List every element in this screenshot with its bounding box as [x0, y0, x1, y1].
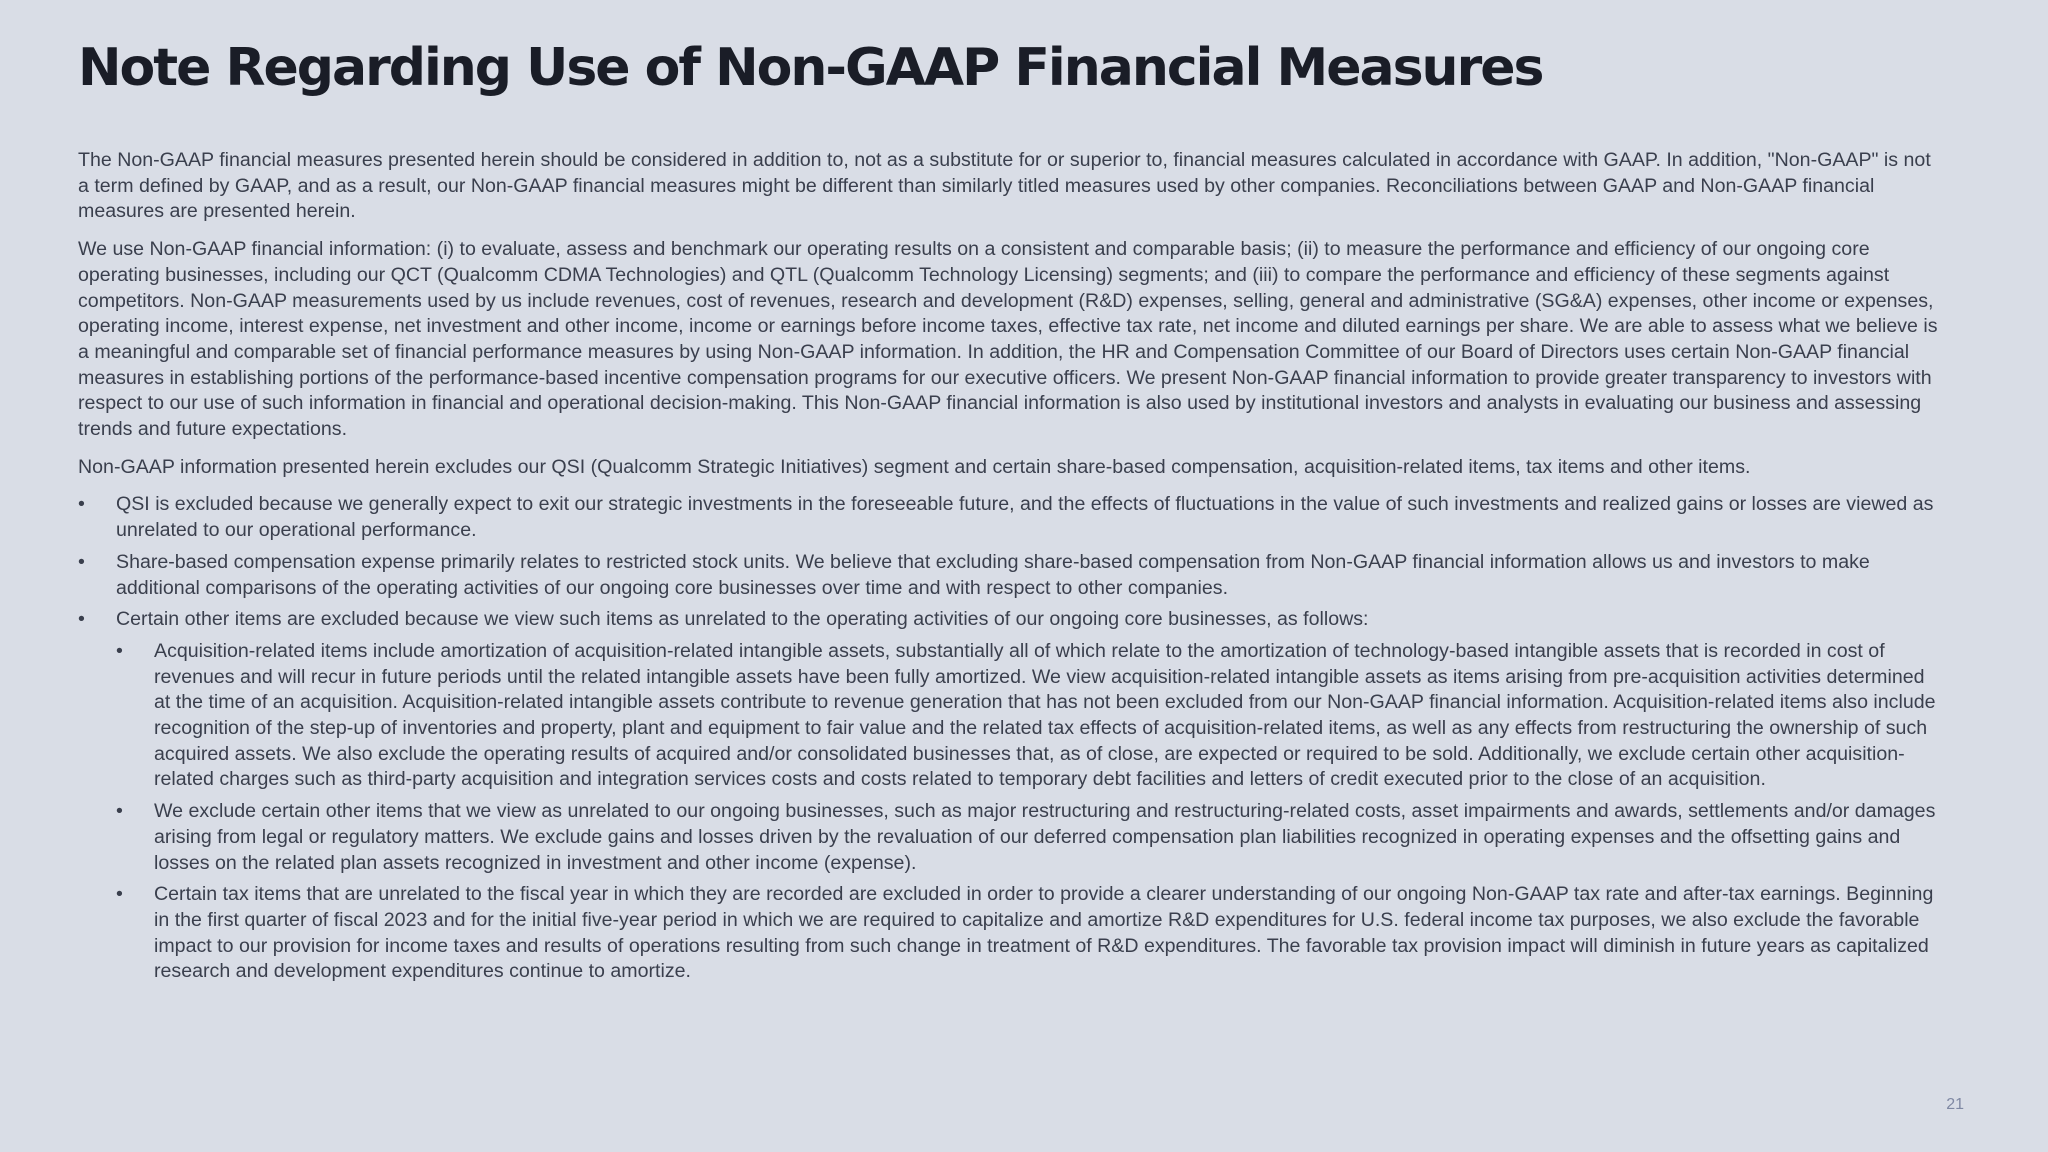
bullet-other-items-text: Certain other items are excluded because we view such items as unrelated to the operating activities of our ongoing core businesses, as follows: — [116, 608, 1369, 631]
body-content — [78, 148, 1940, 985]
sub-bullet-tax-items — [116, 882, 1940, 985]
other-items-sublist — [116, 639, 1940, 985]
intro-paragraph: The Non-GAAP financial measures presented herein should be considered in addition to, not as a substitute for or superior to, financial measures calculated in accordance with GAAP. In addition, "Non-GAAP" is not a term defined by GAAP, and as a result, our Non-GAAP financial measures might be different than similarly titled measures used by other companies. Reconciliations between GAAP and Non-GAAP financial measures are presented herein. — [78, 149, 1931, 223]
usage-paragraph: We use Non-GAAP financial information: (i) to evaluate, assess and benchmark our operating results on a consistent and comparable basis; (ii) to measure the performance and efficiency of our ongoing core operating businesses, including our QCT (Qualcomm CDMA Technologies) and QTL (Qualcomm Technology Licensing) segments; and (iii) to compare the performance and efficiency of these segments against competitors. Non-GAAP measurements used by us include revenues, cost of revenues, research and development (R&D) expenses, selling, general and administrative (SG&A) expenses, other income or expenses, operating income, interest expense, net investment and other income, income or earnings before income taxes, effective tax rate, net income and diluted earnings per share. We are able to assess what we believe is a meaningful and comparable set of financial performance measures by using Non-GAAP information. In addition, the HR and Compensation Committee of our Board of Directors uses certain Non-GAAP financial measures in establishing portions of the performance-based incentive compensation programs for our executive officers. We present Non-GAAP financial information to provide greater transparency to investors with respect to our use of such information in financial and operational decision-making. This Non-GAAP financial information is also used by institutional investors and analysts in evaluating our business and assessing trends and future expectations. — [78, 238, 1938, 441]
sub-bullet-acquisition-related-text: Acquisition-related items include amortization of acquisition-related intangible assets, substantially all of which relate to the amortization of technology-based intangible assets that is recorded in cost of revenues and will recur in future periods until the related intangible assets have been fully amortized. We view acquisition-related intangible assets as items arising from pre-acquisition activities determined at the time of an acquisition. Acquisition-related intangible assets contribute to revenue generation that has not been excluded from our Non-GAAP financial information. Acquisition-related items also include recognition of the step-up of inventories and property, plant and equipment to fair value and the related tax effects of acquisition-related items, as well as any effects from restructuring the ownership of such acquired assets. We also exclude the operating results of acquired and/or consolidated businesses that, as of close, are expected or required to be sold. Additionally, we exclude certain other acquisition-related charges such as third-party acquisition and integration services costs and costs related to temporary debt facilities and letters of credit executed prior to the close of an acquisition. — [154, 639, 1936, 791]
bullet-share-based-compensation-text: Share-based compensation expense primarily relates to restricted stock units. We believe that excluding share-based compensation from Non-GAAP financial information allows us and investors to make additional comparisons of the operating activities of our ongoing core businesses over time and with respect to other companies. — [116, 550, 1870, 599]
exclusions-list — [78, 492, 1940, 985]
page-number: 21 — [1946, 1096, 1964, 1113]
exclusions-paragraph: Non-GAAP information presented herein excludes our QSI (Qualcomm Strategic Initiatives) segment and certain share-based compensation, acquisition-related items, tax items and other items. — [78, 455, 1751, 478]
sub-bullet-unrelated-items — [116, 799, 1940, 876]
sub-bullet-tax-items-text: Certain tax items that are unrelated to the fiscal year in which they are recorded are excluded in order to provide a clearer understanding of our ongoing Non-GAAP tax rate and after-tax earnings. Beginning in the first quarter of fiscal 2023 and for the initial five-year period in which we are required to capitalize and amortize R&D expenditures for U.S. federal income tax purposes, we also exclude the favorable impact to our provision for income taxes and results of operations resulting from such change in treatment of R&D expenditures. The favorable tax provision impact will diminish in future years as capitalized research and development expenditures continue to amortize. — [154, 883, 1934, 983]
sub-bullet-unrelated-items-text: We exclude certain other items that we view as unrelated to our ongoing businesses, such as major restructuring and restructuring-related costs, asset impairments and awards, settlements and/or damages arising from legal or regulatory matters. We exclude gains and losses driven by the revaluation of our deferred compensation plan liabilities recognized in operating expenses and the offsetting gains and losses on the related plan assets recognized in investment and other income (expense). — [154, 800, 1936, 874]
bullet-share-based-compensation — [78, 550, 1940, 601]
page-title: Note Regarding Use of Non-GAAP Financial Measures — [78, 38, 1543, 98]
bullet-other-items — [78, 607, 1940, 985]
slide — [78, 36, 1940, 1116]
bullet-qsi-text: QSI is excluded because we generally expect to exit our strategic investments in the foreseeable future, and the effects of fluctuations in the value of such investments and realized gains or losses are viewed as unrelated to our operational performance. — [116, 493, 1934, 542]
sub-bullet-acquisition-related — [116, 639, 1940, 793]
bullet-qsi — [78, 492, 1940, 543]
